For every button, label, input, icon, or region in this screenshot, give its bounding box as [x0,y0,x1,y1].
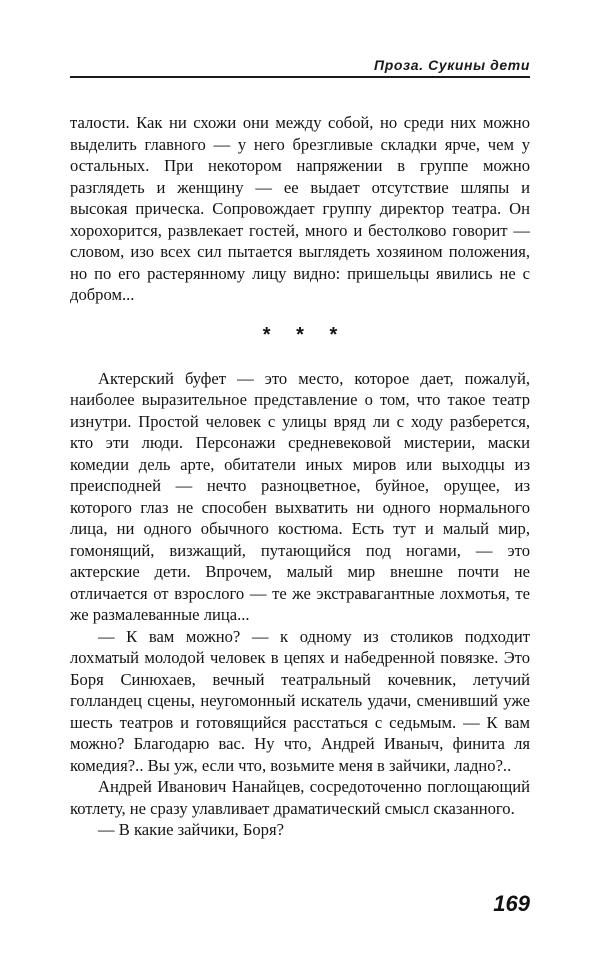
page-text [70,112,530,841]
page-number: 169 [493,891,530,916]
paragraph: — В какие зайчики, Боря? [98,820,284,839]
paragraph: Актерский буфет — это место, которое дает, пожалуй, наиболее выразительное представление о том, что такое театр изнутри. Простой человек с улицы вряд ли с ходу разберется, кто эти люди. Персонажи средневековой мистерии, маски комедии дель арте, обитатели иных миров или выходцы из преисподней — нечто разноцветное, буйное, орущее, из которого глаз не способен выхватить ни одного нормального лица, ни одного обычного костюма. Есть тут и малый мир, гомонящий, визжащий, путающийся под ногами, — это актерские дети. Впрочем, малый мир внешне почти не отличается от взрослого — те же экстравагантные лохмотья, те же размалеванные лица... [70,368,530,624]
paragraph: Андрей Иванович Нанайцев, сосредоточенно поглощающий котлету, не сразу улавливает драматический смысл сказанного. [70,777,530,818]
header-rule [70,76,530,78]
paragraph: талости. Как ни схожи они между собой, но среди них можно выделить главного — у него брезгливые складки ярче, чем у остальных. При некотором напряжении в группе можно разглядеть и женщину — ее выдает отсутствие шляпы и высокая прическа. Сопровождает группу директор театра. Он хорохорится, развлекает гостей, много и бестолково говорит — словом, изо всех сил пытается выглядеть хозяином положения, но по его растерянному лицу видно: пришельцы явились не с добром... [70,113,530,304]
running-header-title: Проза. Сукины дети [374,57,530,73]
paragraph: — К вам можно? — к одному из столиков подходит лохматый молодой человек в цепях и набедренной повязке. Это Боря Синюхаев, вечный театральный кочевник, летучий голландец сцены, неугомонный искатель удачи, сменивший уже шесть театров и готовящийся расстаться с седьмым. — К вам можно? Благодарю вас. Ну что, Андрей Иваныч, финита ля комедия?.. Вы уж, если что, возьмите меня в зайчики, ладно?.. [70,626,530,775]
section-separator: * * * [262,323,348,346]
